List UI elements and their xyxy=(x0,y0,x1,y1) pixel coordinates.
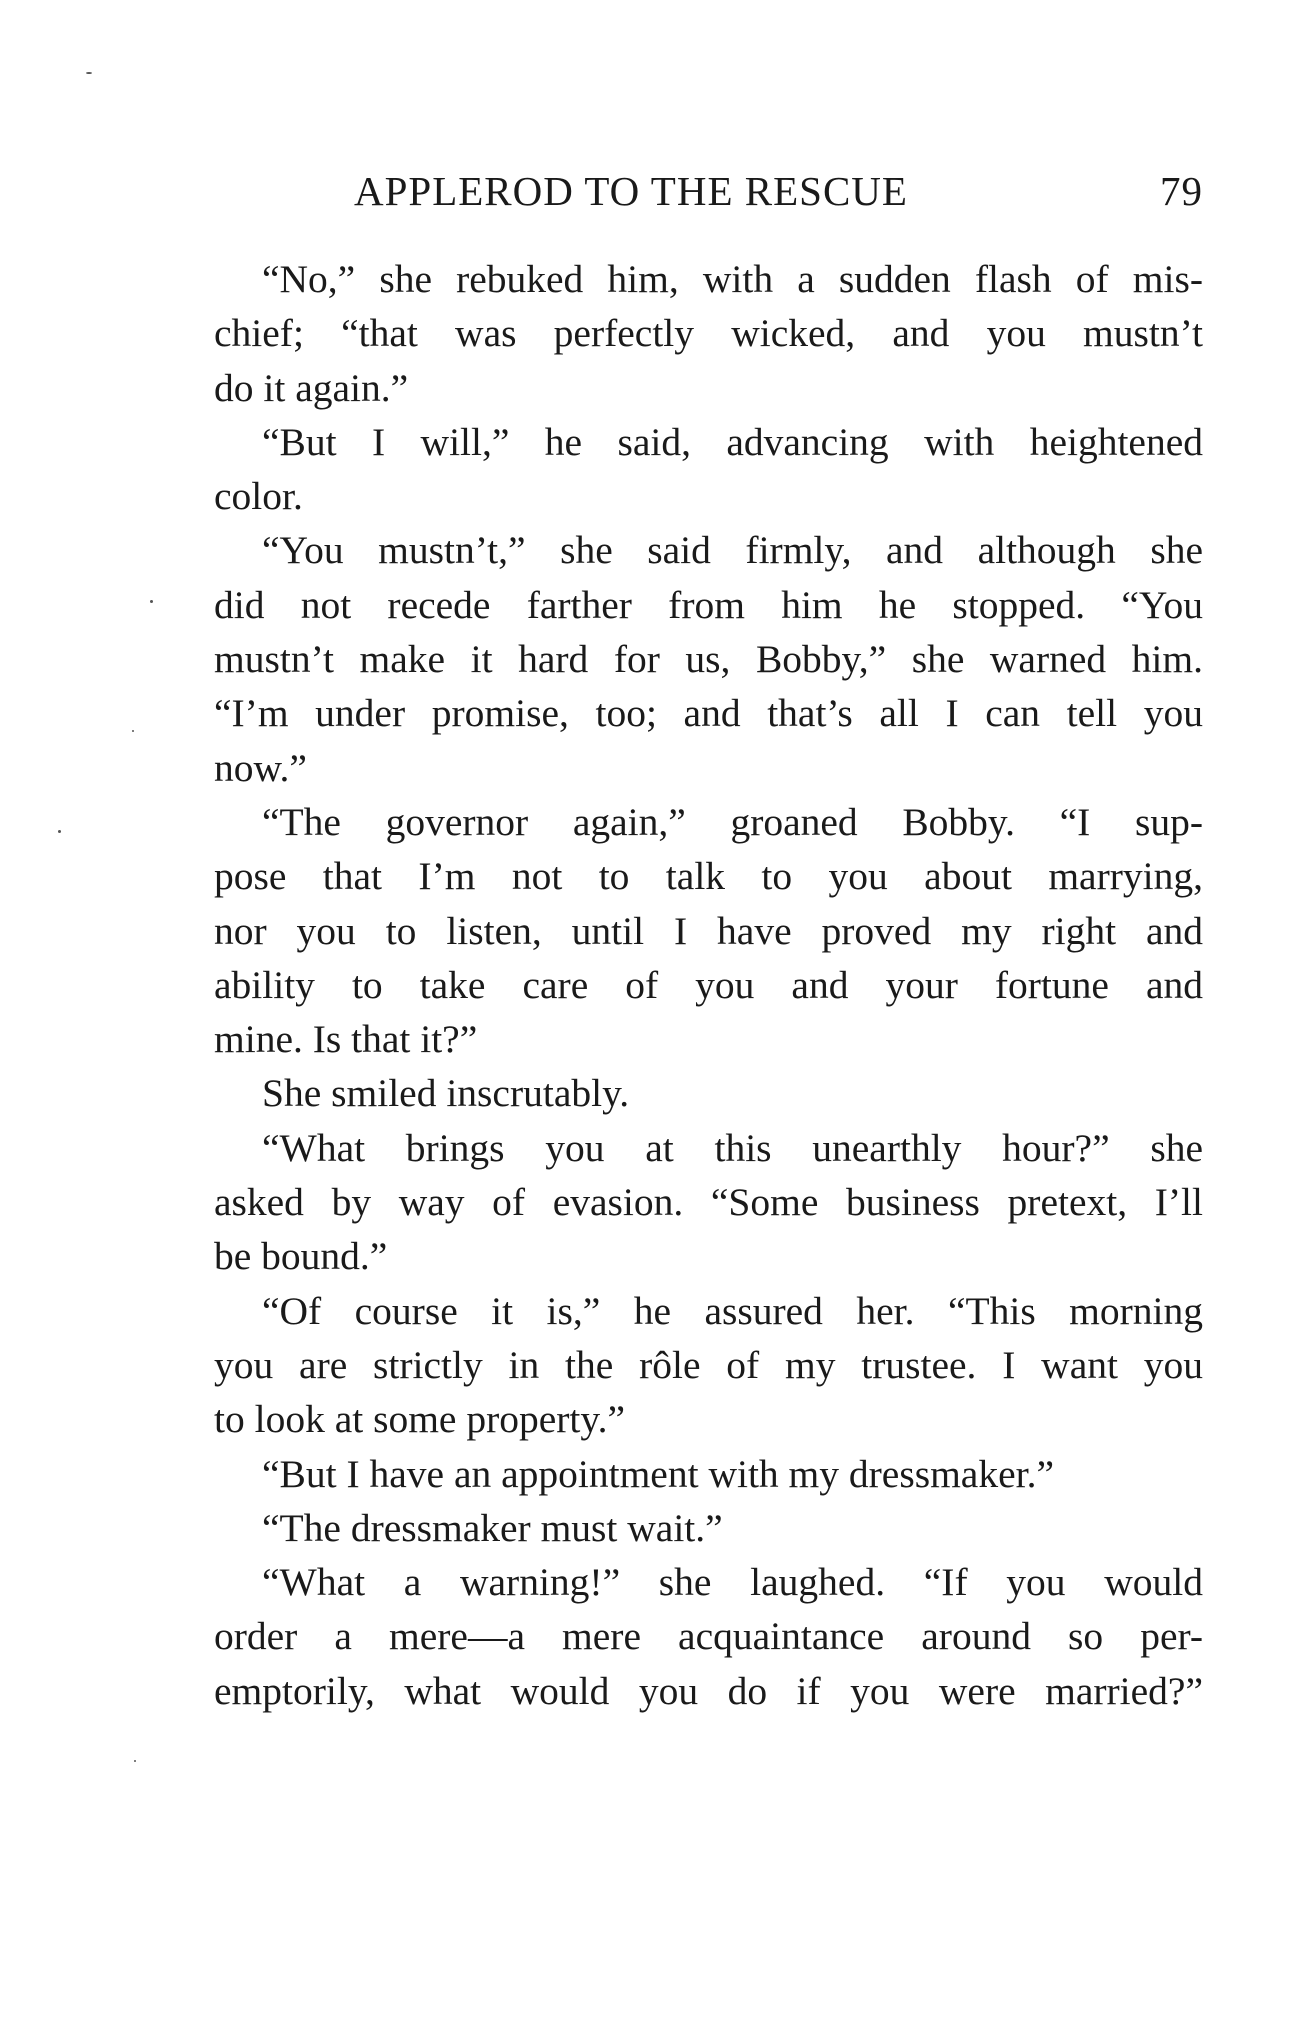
text-line: you are strictly in the rôle of my trustee. I want you xyxy=(214,1342,1203,1387)
text-line: “You mustn’t,” she said firmly, and although she xyxy=(262,528,1203,573)
text-line: now.” xyxy=(214,745,307,790)
text-line: “The governor again,” groaned Bobby. “I sup- xyxy=(262,799,1203,844)
text-line: do it again.” xyxy=(214,365,409,410)
text-line: “But I will,” he said, advancing with heightened xyxy=(262,419,1203,464)
text-line: mine. Is that it?” xyxy=(214,1017,478,1062)
text-line: “The dressmaker must wait.” xyxy=(262,1505,723,1550)
text-line: mustn’t make it hard for us, Bobby,” she warned him. xyxy=(214,637,1203,682)
text-line: “I’m under promise, too; and that’s all I can tell you xyxy=(214,691,1203,736)
body-text xyxy=(214,252,1203,1718)
text-line: nor you to listen, until I have proved my right and xyxy=(214,908,1203,953)
text-line: “What brings you at this unearthly hour?” she xyxy=(262,1125,1203,1170)
text-line: “What a warning!” she laughed. “If you would xyxy=(262,1560,1203,1605)
text-line: chief; “that was perfectly wicked, and you mustn’t xyxy=(214,311,1203,356)
page-number: 79 xyxy=(1160,168,1203,214)
text-line: “No,” she rebuked him, with a sudden flash of mis- xyxy=(262,257,1203,301)
text-line: ability to take care of you and your fortune and xyxy=(214,962,1203,1007)
text-line: “But I have an appointment with my dressmaker.” xyxy=(262,1451,1054,1496)
text-line: “Of course it is,” he assured her. “This morning xyxy=(262,1288,1203,1333)
text-line: to look at some property.” xyxy=(214,1397,625,1442)
text-line: pose that I’m not to talk to you about marrying, xyxy=(214,854,1203,899)
text-line: color. xyxy=(214,474,303,519)
text-line: asked by way of evasion. “Some business pretext, I’ll xyxy=(214,1180,1203,1225)
text-line: order a mere—a mere acquaintance around so per- xyxy=(214,1614,1203,1659)
running-title: APPLEROD TO THE RESCUE xyxy=(354,168,908,214)
text-line: emptorily, what would you do if you were married?” xyxy=(214,1668,1203,1713)
running-head xyxy=(354,166,1203,216)
text-line: did not recede farther from him he stopped. “You xyxy=(214,582,1203,627)
text-line: She smiled inscrutably. xyxy=(262,1071,630,1116)
text-line: be bound.” xyxy=(214,1234,388,1279)
